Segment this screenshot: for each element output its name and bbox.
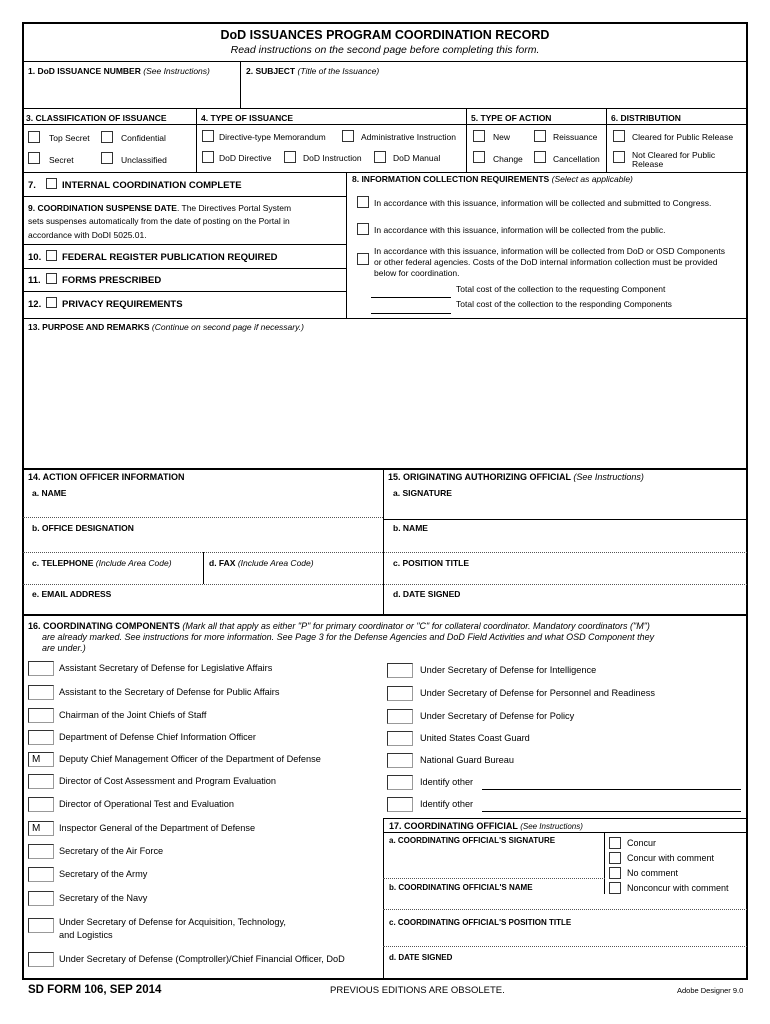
coord-box-ig[interactable]: M — [28, 821, 54, 836]
coord-label-cio: Department of Defense Chief Information Officer — [59, 732, 256, 742]
coord-box-other-1[interactable] — [387, 775, 413, 790]
coord-box-af[interactable] — [28, 844, 54, 859]
oao-position-field[interactable] — [385, 567, 746, 583]
admin-instruction-label: Administrative Instruction — [361, 132, 456, 142]
coord-box-usd-p[interactable] — [387, 709, 413, 724]
sec7-label: INTERNAL COORDINATION COMPLETE — [62, 180, 242, 191]
sec8-opt3-l3: below for coordination. — [374, 268, 460, 278]
ao-name-field[interactable] — [24, 497, 382, 515]
dod-manual-checkbox[interactable] — [374, 151, 386, 163]
cancellation-label: Cancellation — [553, 154, 600, 164]
sec8-opt1: In accordance with this issuance, information will be collected and submitted to Congress. — [374, 198, 712, 208]
unclassified-checkbox[interactable] — [101, 152, 113, 164]
concur-label: Concur — [627, 838, 657, 848]
coord-label-ngb: National Guard Bureau — [420, 755, 514, 765]
subject-field[interactable] — [242, 78, 746, 106]
coord-label-usd-p: Under Secretary of Defense for Policy — [420, 711, 575, 721]
form-subtitle: Read instructions on the second page before completing this form. — [230, 44, 540, 56]
coord-official-signature-field[interactable] — [385, 846, 603, 876]
coord-label-usd-pr: Under Secretary of Defense for Personnel and Readiness — [420, 688, 655, 698]
coord-box-asd-la[interactable] — [28, 661, 54, 676]
oao-date-label: d. DATE SIGNED — [393, 589, 461, 599]
ao-name-label: a. NAME — [32, 488, 67, 498]
cleared-release-label: Cleared for Public Release — [632, 132, 734, 142]
coord-box-army[interactable] — [28, 867, 54, 882]
coord-box-cjcs[interactable] — [28, 708, 54, 723]
dod-directive-checkbox[interactable] — [202, 151, 214, 163]
sec7-num: 7. — [28, 180, 36, 191]
sec8-label: 8. INFORMATION COLLECTION REQUIREMENTS (Select as applicable) — [352, 174, 633, 184]
sec11-label: FORMS PRESCRIBED — [62, 275, 162, 286]
change-label: Change — [493, 154, 523, 164]
coord-label-dcmo: Deputy Chief Management Officer of the Department of Defense — [59, 754, 321, 764]
unclassified-label: Unclassified — [121, 155, 167, 165]
change-checkbox[interactable] — [473, 151, 485, 163]
sec6-label: 6. DISTRIBUTION — [611, 113, 681, 123]
cleared-release-checkbox[interactable] — [613, 130, 625, 142]
oao-date-field[interactable] — [385, 598, 746, 613]
cancellation-checkbox[interactable] — [534, 151, 546, 163]
coord-official-name-label: b. COORDINATING OFFICIAL'S NAME — [389, 883, 533, 892]
coord-box-usd-pr[interactable] — [387, 686, 413, 701]
admin-instruction-checkbox[interactable] — [342, 130, 354, 142]
new-checkbox[interactable] — [473, 130, 485, 142]
sec13-label: 13. PURPOSE AND REMARKS (Continue on second page if necessary.) — [28, 322, 304, 332]
sec8-cost1: Total cost of the collection to the requesting Component — [456, 284, 666, 294]
ao-fax-field[interactable] — [205, 567, 382, 583]
coord-label-usd-atl-2: and Logistics — [59, 930, 113, 940]
sec8-opt2: In accordance with this issuance, information will be collected from the public. — [374, 225, 666, 235]
sec8-opt3-l2: or other federal agencies. Costs of the DoD internal information collection must be provided — [374, 257, 718, 267]
sec16-label: 16. COORDINATING COMPONENTS (Mark all that apply as either "P" for primary coordinator or "C" for collateral coordinator. Mandatory coordinators ("M") — [28, 621, 650, 631]
coord-label-other-2: Identify other — [420, 799, 474, 809]
ao-telephone-field[interactable] — [24, 567, 202, 583]
not-cleared-release-label: Not Cleared for Public — [632, 150, 716, 160]
no-comment-label: No comment — [627, 868, 679, 878]
coord-box-navy[interactable] — [28, 891, 54, 906]
issuance-number-field[interactable] — [24, 78, 239, 106]
sec10-num: 10. — [28, 252, 42, 263]
forms-prescribed-checkbox[interactable] — [46, 273, 57, 284]
identify-other-field-2[interactable] — [482, 811, 741, 812]
not-cleared-release-label-2: Release — [632, 159, 664, 169]
coord-box-ngb[interactable] — [387, 753, 413, 768]
sec9-text3: accordance with DoDI 5025.01. — [28, 230, 147, 240]
ao-telephone-label: c. TELEPHONE (Include Area Code) — [32, 558, 172, 568]
form-title: DoD ISSUANCES PROGRAM COORDINATION RECORD — [220, 28, 550, 42]
coord-label-usd-i: Under Secretary of Defense for Intelligence — [420, 665, 597, 675]
coord-label-asd-la: Assistant Secretary of Defense for Legislative Affairs — [59, 663, 273, 673]
oao-signature-field[interactable] — [385, 497, 746, 517]
new-label: New — [493, 132, 511, 142]
coord-label-uscg: United States Coast Guard — [420, 733, 530, 743]
sec16-note2: are already marked. See instructions for more information. See Page 3 for the Defense Agencies and DoD Field Activities and what OSD Component they — [42, 632, 655, 642]
ao-office-field[interactable] — [24, 533, 382, 551]
sec10-label: FEDERAL REGISTER PUBLICATION REQUIRED — [62, 252, 278, 263]
coord-label-other-1: Identify other — [420, 777, 474, 787]
coord-label-af: Secretary of the Air Force — [59, 846, 164, 856]
dod-instruction-checkbox[interactable] — [284, 151, 296, 163]
coord-official-name-field[interactable] — [385, 893, 745, 907]
dod-manual-label: DoD Manual — [393, 153, 441, 163]
coord-label-dote: Director of Operational Test and Evaluation — [59, 799, 235, 809]
secret-checkbox[interactable] — [28, 152, 40, 164]
sec8-opt3-l1: In accordance with this issuance, information will be collected from DoD or OSD Components — [374, 246, 726, 256]
reissuance-checkbox[interactable] — [534, 130, 546, 142]
reissuance-label: Reissuance — [553, 132, 598, 142]
coord-label-cape: Director of Cost Assessment and Program Evaluation — [59, 776, 277, 786]
dtm-label: Directive-type Memorandum — [219, 132, 326, 142]
coord-box-dcmo[interactable]: M — [28, 752, 54, 767]
sec2-label: 2. SUBJECT (Title of the Issuance) — [246, 66, 380, 76]
concur-comment-label: Concur with comment — [627, 853, 715, 863]
coord-label-atsd-pa: Assistant to the Secretary of Defense for Public Affairs — [59, 687, 280, 697]
sec9-label: 9. COORDINATION SUSPENSE DATE. The Directives Portal System — [28, 203, 292, 213]
congress-collection-checkbox[interactable] — [357, 196, 369, 208]
coord-label-army: Secretary of the Army — [59, 869, 148, 879]
internal-coordination-checkbox[interactable] — [46, 178, 57, 189]
dtm-checkbox[interactable] — [202, 130, 214, 142]
federal-register-checkbox[interactable] — [46, 250, 57, 261]
form-number: SD FORM 106, SEP 2014 — [28, 984, 162, 996]
obsolete-notice: PREVIOUS EDITIONS ARE OBSOLETE. — [330, 985, 505, 996]
sec15-label: 15. ORIGINATING AUTHORIZING OFFICIAL (See Instructions) — [388, 472, 644, 482]
sec8-cost2: Total cost of the collection to the responding Components — [456, 299, 672, 309]
coord-official-position-label: c. COORDINATING OFFICIAL'S POSITION TITLE — [389, 918, 572, 927]
concur-checkbox[interactable] — [609, 837, 621, 849]
coord-box-cio[interactable] — [28, 730, 54, 745]
not-cleared-release-checkbox[interactable] — [613, 151, 625, 163]
coord-official-date-label: d. DATE SIGNED — [389, 953, 453, 962]
sec9-text2: sets suspenses automatically from the date of posting on the Portal in — [28, 216, 290, 226]
identify-other-field-1[interactable] — [482, 789, 741, 790]
ao-email-field[interactable] — [24, 598, 382, 613]
coord-box-usd-i[interactable] — [387, 663, 413, 678]
oao-name-label: b. NAME — [393, 523, 428, 533]
concur-comment-checkbox[interactable] — [609, 852, 621, 864]
coord-official-date-field[interactable] — [385, 963, 745, 977]
top-secret-label: Top Secret — [49, 133, 90, 143]
top-secret-checkbox[interactable] — [28, 131, 40, 143]
sec12-num: 12. — [28, 299, 42, 310]
confidential-label: Confidential — [121, 133, 166, 143]
coord-box-atsd-pa[interactable] — [28, 685, 54, 700]
coord-label-cjcs: Chairman of the Joint Chiefs of Staff — [59, 710, 207, 720]
privacy-checkbox[interactable] — [46, 297, 57, 308]
purpose-remarks-field[interactable] — [24, 334, 746, 467]
ao-office-label: b. OFFICE DESIGNATION — [32, 523, 134, 533]
coord-label-comptroller: Under Secretary of Defense (Comptroller)/Chief Financial Officer, DoD — [59, 954, 345, 964]
dod-instruction-label: DoD Instruction — [303, 153, 362, 163]
coord-box-comptroller[interactable] — [28, 952, 54, 967]
dod-directive-label: DoD Directive — [219, 153, 272, 163]
coord-box-other-2[interactable] — [387, 797, 413, 812]
coord-official-position-field[interactable] — [385, 928, 745, 944]
coord-label-ig: Inspector General of the Department of Defense — [59, 823, 256, 833]
sec3-label: 3. CLASSIFICATION OF ISSUANCE — [26, 113, 167, 123]
ao-email-label: e. EMAIL ADDRESS — [32, 589, 112, 599]
sec4-label: 4. TYPE OF ISSUANCE — [201, 113, 294, 123]
oao-position-label: c. POSITION TITLE — [393, 558, 470, 568]
ao-fax-label: d. FAX (Include Area Code) — [209, 558, 314, 568]
public-collection-checkbox[interactable] — [357, 223, 369, 235]
coord-label-usd-atl: Under Secretary of Defense for Acquisition, Technology, — [59, 917, 286, 927]
sec5-label: 5. TYPE OF ACTION — [471, 113, 552, 123]
coord-box-dote[interactable] — [28, 797, 54, 812]
nonconcur-label: Nonconcur with comment — [627, 883, 729, 893]
sec17-label: 17. COORDINATING OFFICIAL (See Instructions) — [389, 821, 583, 831]
dod-collection-checkbox[interactable] — [357, 253, 369, 265]
responding-cost-field[interactable] — [371, 313, 451, 314]
coord-box-cape[interactable] — [28, 774, 54, 789]
requesting-cost-field[interactable] — [371, 297, 451, 298]
sec1-label: 1. DoD ISSUANCE NUMBER (See Instructions) — [28, 66, 210, 76]
confidential-checkbox[interactable] — [101, 131, 113, 143]
sec11-num: 11. — [28, 275, 41, 286]
coord-label-navy: Secretary of the Navy — [59, 893, 148, 903]
coord-official-signature-label: a. COORDINATING OFFICIAL'S SIGNATURE — [389, 836, 556, 845]
oao-name-field[interactable] — [385, 533, 746, 551]
coord-box-uscg[interactable] — [387, 731, 413, 746]
sec12-label: PRIVACY REQUIREMENTS — [62, 299, 183, 310]
sec14-label: 14. ACTION OFFICER INFORMATION — [28, 472, 185, 482]
no-comment-checkbox[interactable] — [609, 867, 621, 879]
designer-note: Adobe Designer 9.0 — [677, 986, 744, 995]
oao-signature-label: a. SIGNATURE — [393, 488, 452, 498]
sec16-note3: are under.) — [42, 643, 86, 653]
coord-box-usd-atl[interactable] — [28, 918, 54, 933]
secret-label: Secret — [49, 155, 74, 165]
